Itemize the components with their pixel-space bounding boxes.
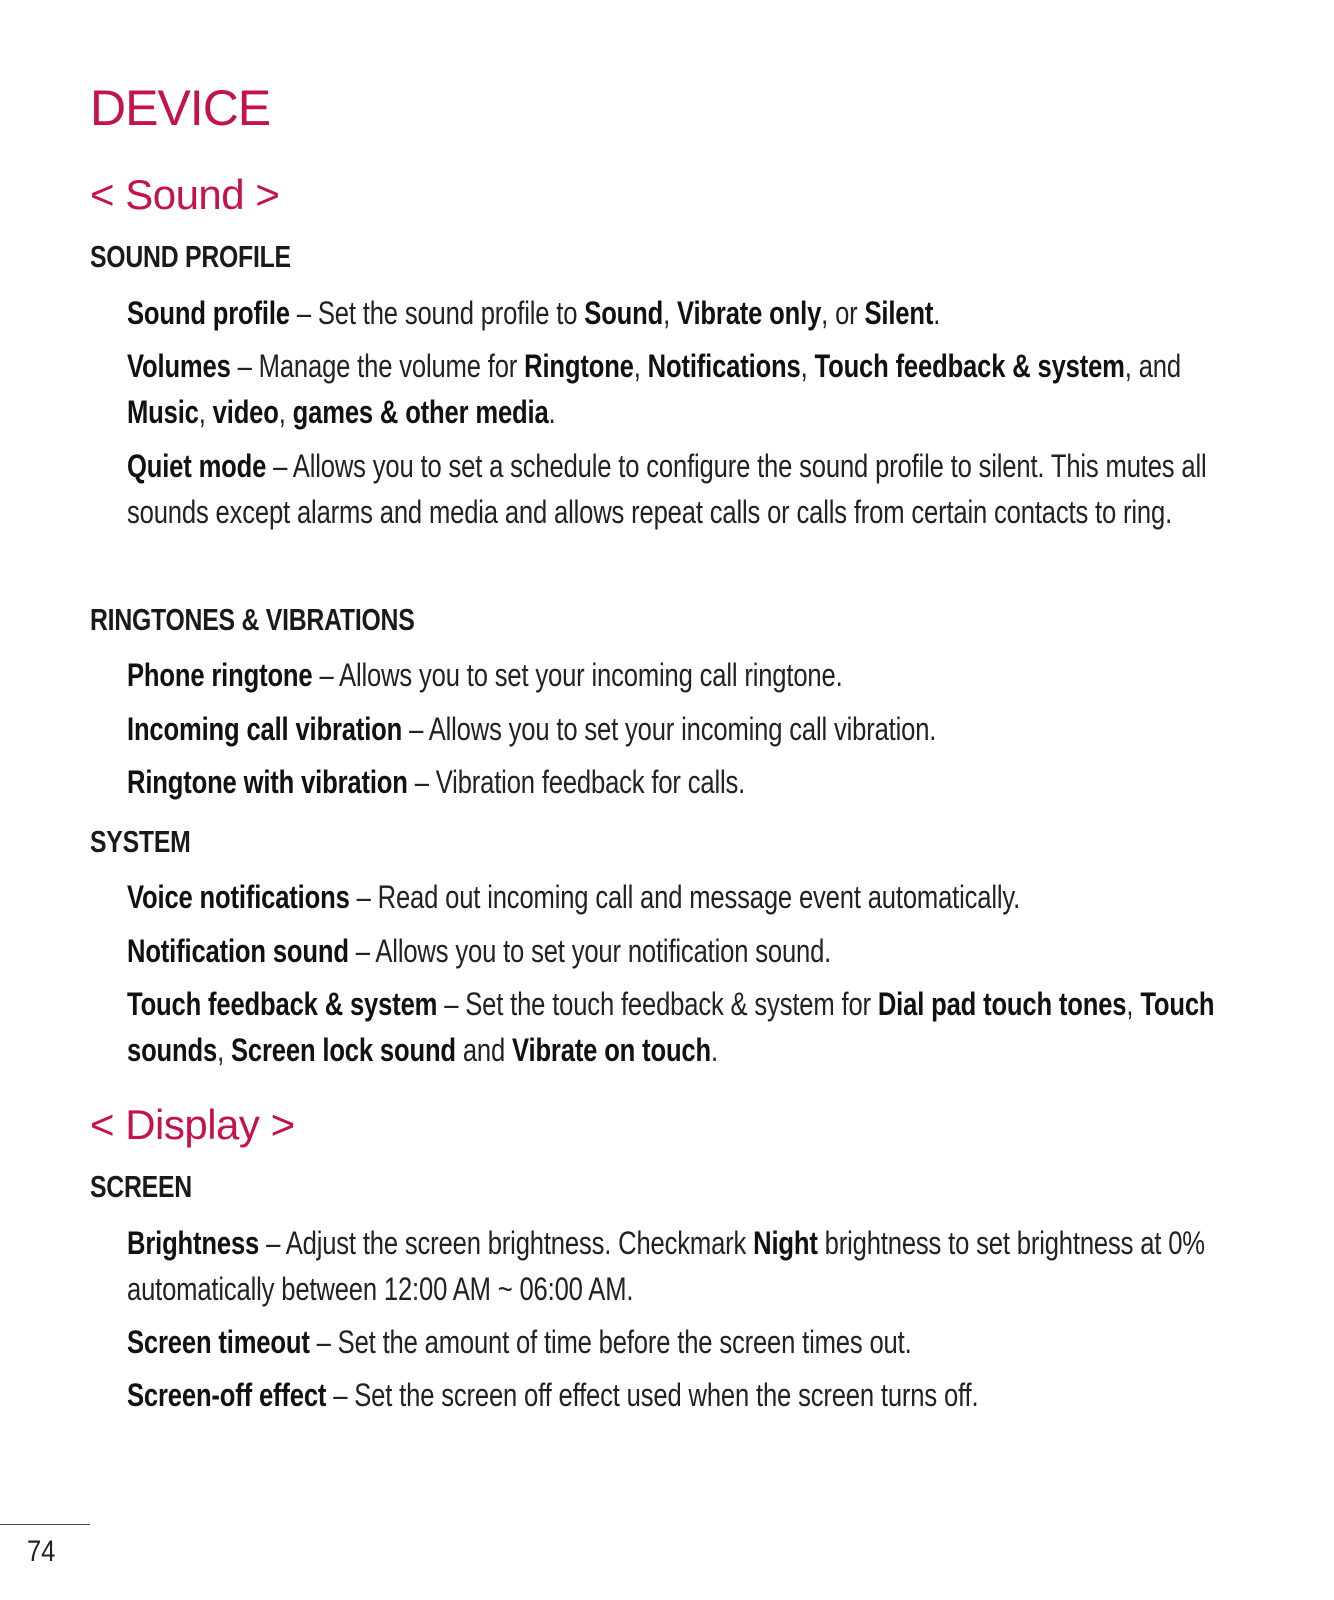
setting-term: games & other media <box>292 394 549 430</box>
setting-text: . <box>711 1032 718 1068</box>
subsection-heading: SCREEN <box>90 1169 192 1204</box>
setting-entry <box>127 652 1243 698</box>
setting-term: Voice notifications <box>127 879 350 915</box>
setting-text: . <box>548 394 556 430</box>
footer-rule <box>0 1524 90 1525</box>
setting-text: brightness to set brightness at 0% automatically between 12:00 AM ~ 06:00 AM. <box>127 1225 1205 1307</box>
setting-term: Silent <box>864 295 934 331</box>
section-title: < Display > <box>90 1101 295 1148</box>
setting-entry <box>127 981 1243 1073</box>
page-title: DEVICE <box>90 80 271 136</box>
setting-text: , <box>278 394 293 430</box>
setting-term: Ringtone <box>524 348 634 384</box>
setting-text: and <box>455 1032 513 1068</box>
setting-text: , <box>633 348 648 384</box>
setting-text: – Allows you to set your incoming call vibration. <box>402 711 937 747</box>
setting-entry <box>127 928 1243 974</box>
setting-term: Screen-off effect <box>127 1377 327 1413</box>
setting-text: , <box>1126 986 1141 1022</box>
setting-text: – Set the sound profile to <box>289 295 585 331</box>
setting-text: , <box>198 394 213 430</box>
setting-term: Volumes <box>127 348 231 384</box>
setting-text: , or <box>821 295 865 331</box>
setting-term: Touch sounds <box>127 986 1215 1068</box>
setting-term: Brightness <box>127 1225 260 1261</box>
setting-term: video <box>212 394 279 430</box>
setting-text: – Allows you to set your notification sound. <box>348 933 832 969</box>
setting-term: Touch feedback & system <box>127 986 438 1022</box>
subsection-heading: SYSTEM <box>90 824 191 859</box>
setting-entry <box>127 1372 1243 1418</box>
setting-text: . <box>933 295 941 331</box>
setting-term: Quiet mode <box>127 448 267 484</box>
setting-entry <box>127 759 1243 805</box>
setting-entry <box>127 343 1243 435</box>
setting-term: Phone ringtone <box>127 657 313 693</box>
section-title: < Sound > <box>90 171 280 218</box>
setting-text: , <box>800 348 815 384</box>
setting-entry <box>127 1220 1243 1312</box>
subsection-heading: RINGTONES & VIBRATIONS <box>90 602 415 637</box>
setting-text: – Set the amount of time before the screen times out. <box>309 1324 912 1360</box>
setting-text: – Set the screen off effect used when the screen turns off. <box>326 1377 979 1413</box>
setting-term: Sound <box>584 295 664 331</box>
setting-text: – Manage the volume for <box>230 348 525 384</box>
setting-text: , <box>663 295 678 331</box>
setting-term: Vibrate on touch <box>512 1032 711 1068</box>
setting-text: – Allows you to set a schedule to configure the sound profile to silent. This mutes all sounds except alarms and media and allows repeat calls or calls from certain contacts to ring. <box>127 448 1207 530</box>
page-number: 74 <box>27 1535 56 1568</box>
setting-text: – Set the touch feedback & system for <box>437 986 878 1022</box>
setting-text: , <box>217 1032 231 1068</box>
setting-term: Screen lock sound <box>230 1032 456 1068</box>
setting-entry <box>127 706 1243 752</box>
setting-term: Music <box>127 394 199 430</box>
setting-term: Incoming call vibration <box>127 711 403 747</box>
setting-entry <box>127 1319 1243 1365</box>
subsection-heading: SOUND PROFILE <box>90 239 291 274</box>
setting-term: Touch feedback & system <box>814 348 1125 384</box>
setting-text: – Read out incoming call and message event automatically. <box>349 879 1021 915</box>
setting-term: Dial pad touch tones <box>877 986 1127 1022</box>
setting-term: Night <box>753 1225 818 1261</box>
setting-term: Screen timeout <box>127 1324 310 1360</box>
setting-entry <box>127 290 1243 336</box>
setting-term: Notifications <box>647 348 801 384</box>
setting-text: – Adjust the screen brightness. Checkmark <box>259 1225 754 1261</box>
setting-term: Ringtone with vibration <box>127 764 408 800</box>
setting-entry <box>127 443 1243 535</box>
setting-term: Vibrate only <box>677 295 822 331</box>
setting-text: , and <box>1124 348 1181 384</box>
setting-term: Notification sound <box>127 933 349 969</box>
setting-text: – Vibration feedback for calls. <box>407 764 746 800</box>
setting-term: Sound profile <box>127 295 290 331</box>
setting-text: – Allows you to set your incoming call ringtone. <box>312 657 843 693</box>
setting-entry <box>127 874 1243 920</box>
